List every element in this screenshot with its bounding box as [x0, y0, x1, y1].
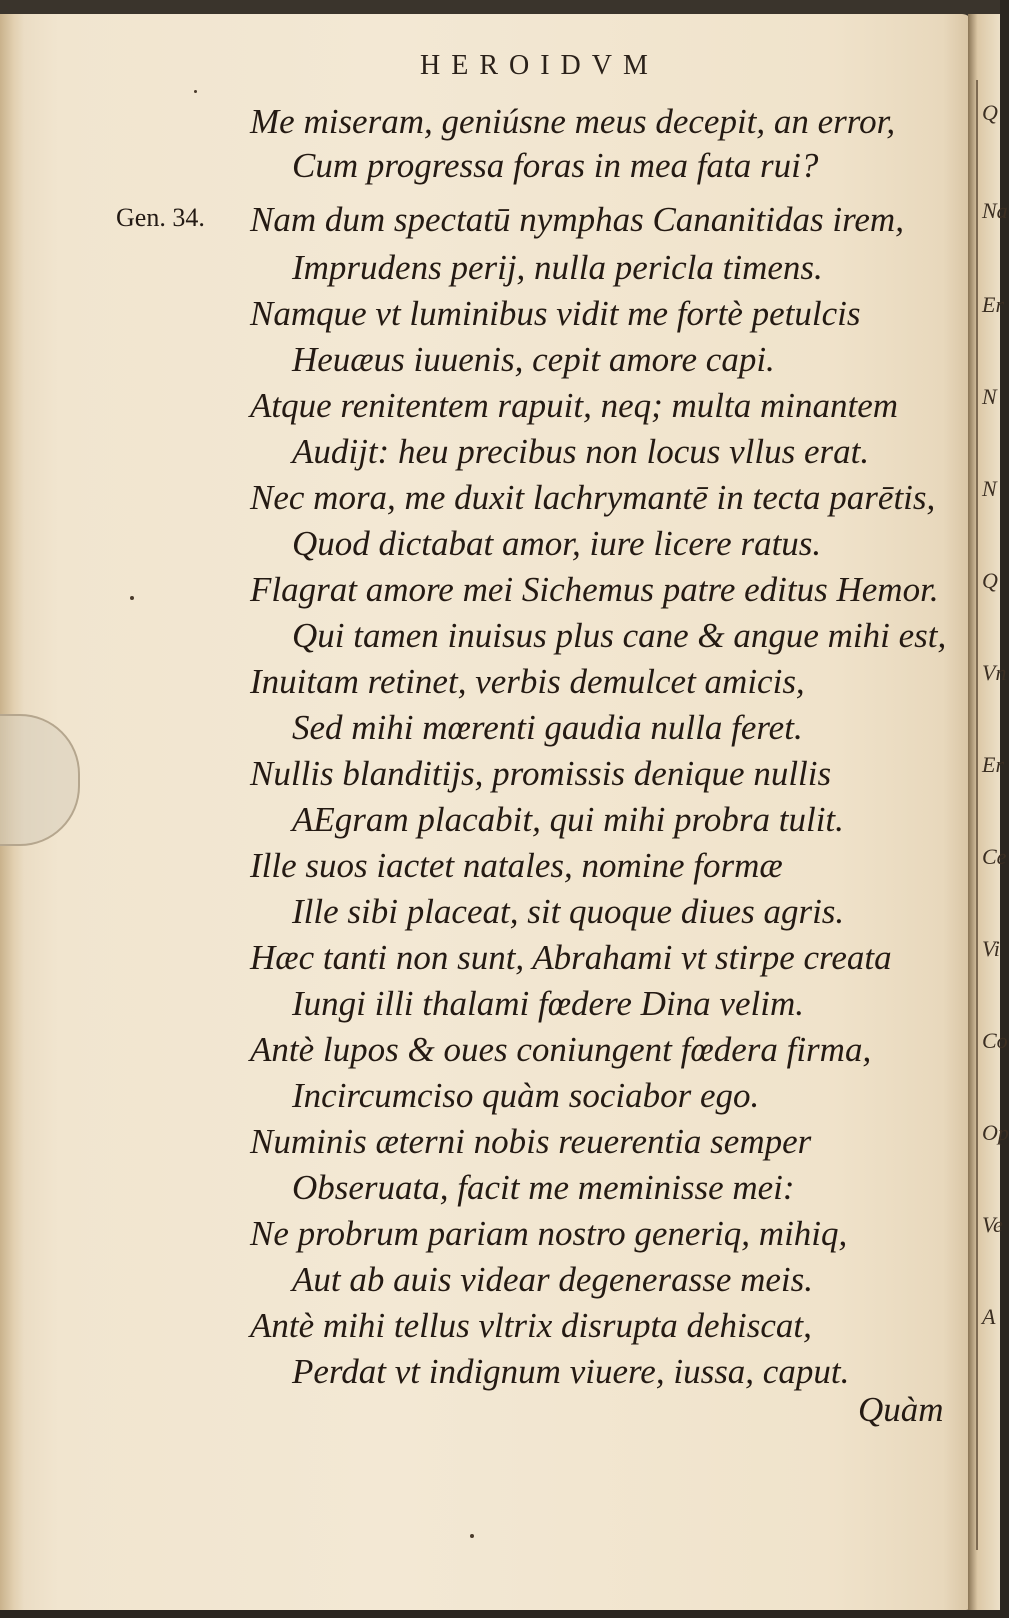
verse-line-9: Nec mora, me duxit lachrymantē in tecta parētis,	[250, 478, 936, 517]
verse-line-27: Antè mihi tellus vltrix disrupta dehiscat,	[250, 1306, 812, 1345]
verse-line-17: Ille suos iactet natales, nomine formæ	[250, 846, 783, 885]
verse-line-24: Obseruata, facit me meminisse mei:	[292, 1168, 795, 1207]
facing-page-fragment: Ve	[982, 1212, 1003, 1237]
facing-page-fragment: Op	[982, 1120, 1009, 1145]
verse-line-14: Sed mihi mœrenti gaudia nulla feret.	[292, 708, 803, 747]
verse-line-28: Perdat vt indignum viuere, iussa, caput.	[292, 1352, 850, 1391]
verse-line-23: Numinis æterni nobis reuerentia semper	[250, 1122, 812, 1161]
verse-line-12: Qui tamen inuisus plus cane & angue mihi est,	[292, 616, 947, 655]
verse-line-4: Imprudens perij, nulla pericla timens.	[292, 248, 823, 287]
facing-page-fragment: Q	[982, 100, 998, 125]
facing-page-fragment: Na	[982, 198, 1008, 223]
verse-line-26: Aut ab auis videar degenerasse meis.	[292, 1260, 814, 1299]
paper-speck	[194, 90, 197, 93]
verse-line-19: Hæc tanti non sunt, Abrahami vt stirpe creata	[250, 938, 892, 977]
paper-speck	[130, 596, 134, 600]
verse-line-3: Nam dum spectatū nymphas Cananitidas irem,	[250, 200, 904, 239]
verse-line-11: Flagrat amore mei Sichemus patre editus Hemor.	[250, 570, 939, 609]
verse-line-16: AEgram placabit, qui mihi probra tulit.	[292, 800, 844, 839]
verse-line-8: Audijt: heu precibus non locus vllus erat.	[292, 432, 870, 471]
paper-speck	[470, 1534, 474, 1538]
verse-line-18: Ille sibi placeat, sit quoque diues agris.	[292, 892, 845, 931]
facing-page-fragment: Er	[982, 292, 1004, 317]
facing-page-fragment: N	[982, 384, 997, 409]
verse-line-13: Inuitam retinet, verbis demulcet amicis,	[250, 662, 805, 701]
verse-line-5: Namque vt luminibus vidit me fortè petulcis	[250, 294, 861, 333]
verse-line-1: Me miseram, geniúsne meus decepit, an error,	[250, 102, 896, 141]
verse-line-21: Antè lupos & oues coniungent fœdera firma,	[250, 1030, 872, 1069]
verse-line-2: Cum progressa foras in mea fata rui?	[292, 146, 819, 185]
facing-page-fragment: Vn	[982, 660, 1007, 685]
facing-page-edge	[968, 14, 1009, 1610]
facing-page-fragment: Ce	[982, 844, 1007, 869]
catchword: Quàm	[858, 1390, 944, 1429]
verse-line-22: Incircumciso quàm sociabor ego.	[292, 1076, 760, 1115]
margin-reference: Gen. 34.	[116, 203, 205, 232]
facing-page-fragment: N	[982, 476, 997, 501]
verse-line-15: Nullis blanditijs, promissis denique nullis	[250, 754, 832, 793]
facing-page-fragment: Q	[982, 568, 998, 593]
facing-page-fragment: Vi	[982, 936, 1000, 961]
verse-line-7: Atque renitentem rapuit, neq; multa minantem	[250, 386, 899, 425]
facing-page-fragment: A	[982, 1304, 996, 1329]
facing-page-rule	[976, 80, 978, 1550]
verse-line-20: Iungi illi thalami fœdere Dina velim.	[292, 984, 804, 1023]
verse-line-25: Ne probrum pariam nostro generiq, mihiq,	[250, 1214, 848, 1253]
verse-line-10: Quod dictabat amor, iure licere ratus.	[292, 524, 822, 563]
facing-page-fragment: Co	[982, 1028, 1008, 1053]
facing-page-fragment: Er	[982, 752, 1004, 777]
running-title: HEROIDVM	[420, 50, 659, 81]
verse-line-6: Heuæus iuuenis, cepit amore capi.	[292, 340, 775, 379]
